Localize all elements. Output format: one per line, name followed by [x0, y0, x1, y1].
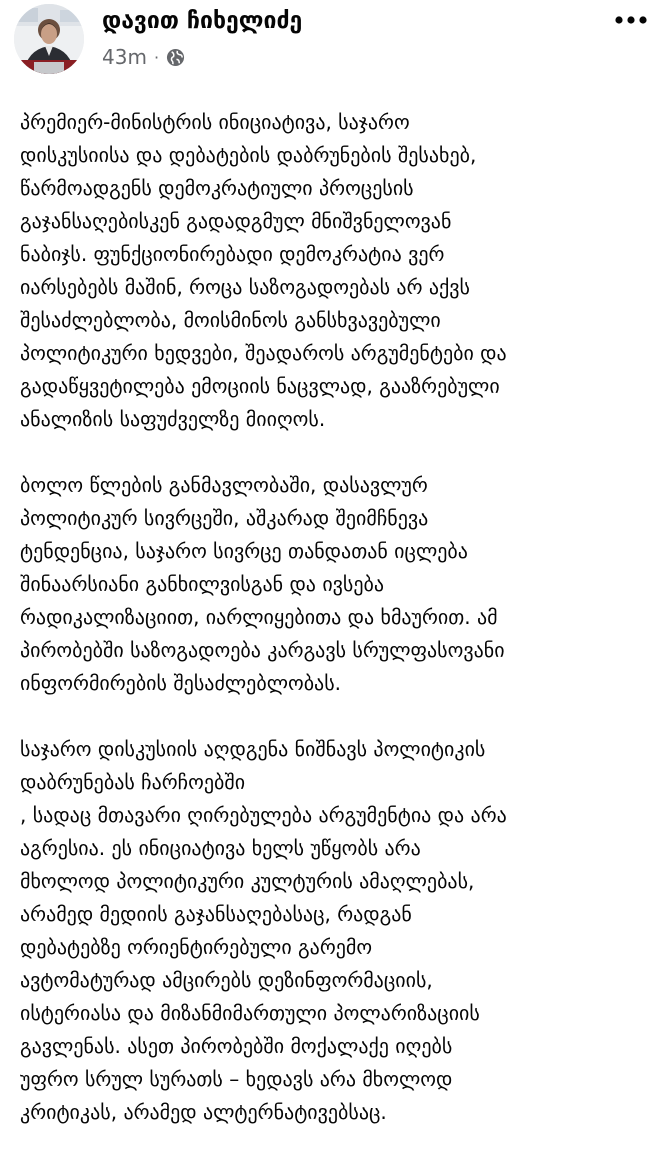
- avatar-photo: [14, 4, 84, 74]
- text-line: ნაბიჯს. ფუნქციონირებადი დემოკრატია ვერ: [20, 242, 445, 266]
- text-line: პოლიტიკურ სივრცეში, აშკარად შეიმჩნევა: [20, 506, 429, 530]
- text-line: პირობებში საზოგადოება კარგავს სრულფასოვანი: [20, 638, 505, 662]
- text-line: ავტომატურად ამცირებს დეზინფორმაციის,: [20, 968, 433, 992]
- text-line: არამედ მედიის გაჯანსაღებასაც, რადგან: [20, 902, 412, 926]
- more-options-icon: [613, 15, 649, 25]
- text-line: ანალიზის საფუძველზე მიიღოს.: [20, 407, 326, 431]
- text-line: შესაძლებლობა, მოისმინოს განსხვავებული: [20, 308, 441, 332]
- text-line: ტენდენცია, საჯარო სივრცე თანდათან იცლება: [20, 539, 468, 563]
- avatar[interactable]: [14, 4, 84, 74]
- post-body: [20, 106, 650, 1162]
- text-line: , სადაც მთავარი ღირებულება არგუმენტია და არა: [20, 803, 507, 827]
- text-line: მხოლოდ პოლიტიკური კულტურის ამაღლებას,: [20, 869, 475, 893]
- post-time[interactable]: 43m: [102, 45, 147, 69]
- text-line: კრიტიკას, არამედ ალტერნატივებსაც.: [20, 1100, 387, 1124]
- author-name[interactable]: დავით ჩიხელიძე: [102, 8, 303, 34]
- text-line: შინაარსიანი განხილვისგან და ივსება: [20, 572, 385, 596]
- more-options-button[interactable]: [609, 2, 653, 38]
- text-line: წარმოადგენს დემოკრატიული პროცესის: [20, 176, 414, 200]
- globe-icon[interactable]: [166, 48, 185, 67]
- text-line: პოლიტიკური ხედვები, შეადაროს არგუმენტები და: [20, 341, 507, 365]
- post-meta: [102, 44, 185, 70]
- text-line: იარსებებს მაშინ, როცა საზოგადოებას არ აქვს: [20, 275, 470, 299]
- post-header: [0, 0, 663, 80]
- meta-separator: ·: [153, 47, 160, 67]
- text-line: ინფორმირების შესაძლებლობას.: [20, 671, 342, 695]
- text-line: პრემიერ-მინისტრის ინიციატივა, საჯარო: [20, 110, 410, 134]
- post-paragraph-2: [20, 469, 650, 700]
- post-paragraph-3: [20, 733, 650, 1129]
- text-line: გაჯანსაღებისკენ გადადგმულ მნიშვნელოვან: [20, 209, 452, 233]
- text-line: რადიკალიზაციით, იარლიყებითა და ხმაურით. ამ: [20, 605, 498, 629]
- text-line: უფრო სრულ სურათს – ხედავს არა მხოლოდ: [20, 1067, 453, 1091]
- post-paragraph-1: [20, 106, 650, 436]
- text-line: დაბრუნებას ჩარჩოებში: [20, 770, 246, 794]
- text-line: გადაწყვეტილება ემოციის ნაცვლად, გააზრებული: [20, 374, 500, 398]
- text-line: აგრესია. ეს ინიციატივა ხელს უწყობს არა: [20, 836, 421, 860]
- text-line: ბოლო წლების განმავლობაში, დასავლურ: [20, 473, 428, 497]
- text-line: დებატებზე ორიენტირებული გარემო: [20, 935, 373, 959]
- text-line: ისტერიასა და მიზანმიმართული პოლარიზაციის: [20, 1001, 480, 1025]
- text-line: დისკუსიისა და დებატების დაბრუნების შესახებ,: [20, 143, 477, 167]
- text-line: გავლენას. ასეთ პირობებში მოქალაქე იღებს: [20, 1034, 453, 1058]
- text-line: საჯარო დისკუსიის აღდგენა ნიშნავს პოლიტიკის: [20, 737, 486, 761]
